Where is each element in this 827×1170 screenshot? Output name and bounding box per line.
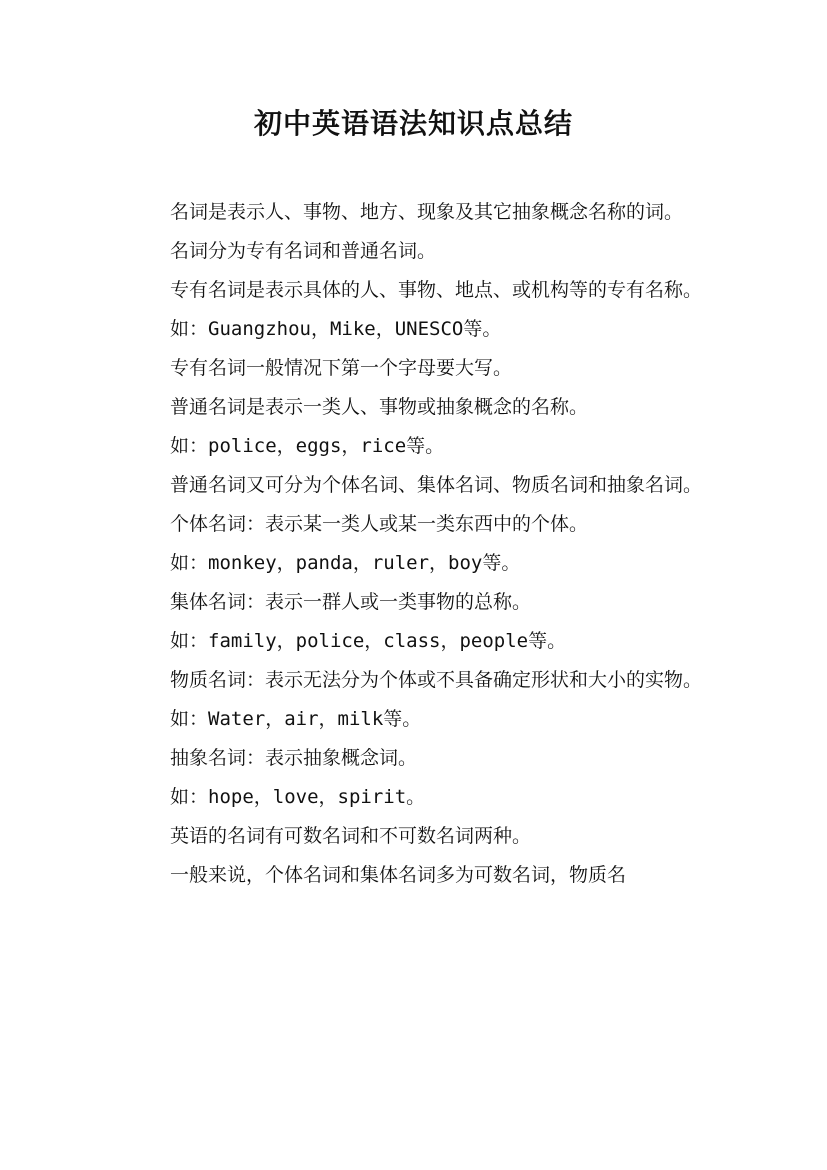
paragraph: 个体名词：表示某一类人或某一类东西中的个体。	[170, 513, 589, 535]
paragraph: 专有名词是表示具体的人、事物、地点、或机构等的专有名称。	[170, 279, 703, 301]
paragraph: 如：Water，air，milk等。	[170, 708, 422, 730]
paragraph: 抽象名词：表示抽象概念词。	[170, 747, 418, 769]
paragraph: 如：monkey，panda，ruler，boy等。	[170, 552, 521, 574]
paragraph: 集体名词：表示一群人或一类事物的总称。	[170, 591, 532, 613]
paragraph: 普通名词是表示一类人、事物或抽象概念的名称。	[170, 396, 589, 418]
paragraph: 如：police，eggs，rice等。	[170, 435, 445, 457]
paragraph: 英语的名词有可数名词和不可数名词两种。	[170, 825, 532, 847]
document-body	[126, 193, 706, 895]
document-title: 初中英语语法知识点总结	[253, 107, 573, 140]
paragraph: 普通名词又可分为个体名词、集体名词、物质名词和抽象名词。	[170, 474, 703, 496]
paragraph: 如：Guangzhou，Mike，UNESCO等。	[170, 318, 502, 340]
paragraph: 一般来说，个体名词和集体名词多为可数名词，物质名	[170, 864, 627, 886]
paragraph: 名词是表示人、事物、地方、现象及其它抽象概念名称的词。	[170, 201, 684, 223]
paragraph: 名词分为专有名词和普通名词。	[170, 240, 437, 262]
paragraph: 如：hope，love，spirit。	[170, 786, 426, 808]
paragraph: 物质名词：表示无法分为个体或不具备确定形状和大小的实物。	[170, 669, 703, 691]
paragraph: 如：family，police，class，people等。	[170, 630, 567, 652]
paragraph: 专有名词一般情况下第一个字母要大写。	[170, 357, 513, 379]
